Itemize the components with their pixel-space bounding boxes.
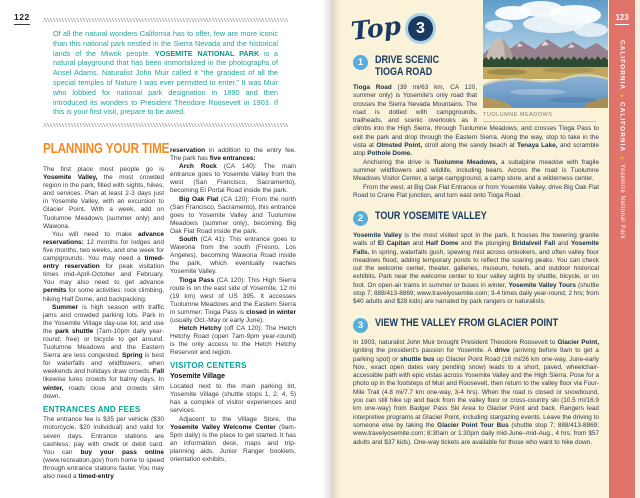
paragraph: [170, 277, 296, 326]
left-column-2: [170, 147, 296, 464]
text-run: and scramble atop: [353, 142, 600, 158]
diamond-separator-icon: ◆: [619, 155, 625, 162]
text-run: Summer: [52, 303, 79, 311]
text-run: The first place most people go is: [43, 166, 164, 173]
planning-your-time-heading: PLANNING YOUR TIME: [43, 140, 170, 157]
text-run: Anchoring the drive is: [363, 158, 434, 166]
yosemite-village-subheading: Yosemite Village: [170, 373, 225, 381]
page-number-left: 122: [14, 12, 30, 25]
text-run: (CA 120): This High Sierra route is on the east side of Yosemite, 12 mi (19 km) west of US 395. It accesses Tuolumne Meadows and the Eastern Sierra in summer; Tioga Pass is: [170, 276, 296, 316]
text-run: 12 months for lodges and five months, two weeks, and one week for campgrounds. You may need a: [43, 238, 164, 263]
page-number-right: 123: [615, 13, 629, 22]
text-run: (arriving before 9am to get a parking spot) or: [353, 347, 599, 363]
tab-chapter-label: CALIFORNIA: [618, 102, 626, 153]
text-run: In 1903, naturalist John Muir brought President Theodore Roosevelt to: [353, 339, 558, 346]
text-run: Glacier Point,: [557, 339, 599, 346]
text-run: Located next to the main parking lot, Yosemite Village (shuttle stops 1, 2, 4, 5) has a complex of visitor experiences and services.: [170, 383, 296, 415]
paragraph: [170, 416, 296, 465]
text-run: (9am-5pm daily) is the place to get started. It has an information desk, maps and trip-planning aids, Junior Ranger booklets, orientation exhibits,: [170, 423, 296, 463]
text-run: for some activities: rock climbing, hiking Half Dome, and backpacking.: [43, 287, 164, 303]
text-run: is high season with traffic jams and crowded parking lots. Park in the Yosemite Village day-use lot, and use the: [43, 303, 164, 335]
tab-section-label: Yosemite National Park: [619, 164, 625, 240]
paragraph: [43, 231, 164, 304]
visitor-centers-heading: VISITOR CENTERS: [170, 361, 247, 371]
text-run: park shuttle: [55, 327, 94, 335]
photo-wrap-spacer: [477, 84, 599, 124]
text-run: Yosemite Valley,: [43, 174, 98, 182]
item-3-title: VIEW THE VALLEY FROM GLACIER POINT: [375, 317, 559, 329]
text-run: Pothole Dome.: [367, 150, 412, 158]
item-1-header: [353, 54, 599, 78]
text-run: Tuolumne Meadows,: [433, 158, 498, 166]
diamond-separator-icon: ◆: [619, 93, 625, 100]
text-run: (usually Oct.-May or early June).: [170, 316, 264, 324]
chapter-side-tab: [609, 0, 635, 498]
text-run: in addition to the entry fee. The park has: [170, 147, 296, 163]
text-run: shuttle bus: [400, 355, 435, 363]
paragraph: [170, 325, 296, 357]
text-run: Fall: [152, 368, 164, 376]
text-run: permits: [43, 287, 67, 295]
text-run: igniting the president's passion for Yosemite. A: [353, 347, 495, 355]
item-2-body: [353, 232, 599, 307]
text-run: five entrances:: [209, 155, 256, 163]
text-run: and the plunging: [458, 240, 513, 248]
text-run: Yosemite Valley Welcome Center: [170, 423, 276, 431]
text-run: likewise lures crowds for balmy days. In: [43, 376, 164, 384]
paragraph: [353, 184, 599, 201]
intro-paragraph: [43, 22, 288, 123]
text-run: Yosemite Falls.: [353, 240, 599, 256]
paragraph: [43, 166, 164, 231]
text-run: closed in winter: [246, 308, 296, 316]
tab-state-label: CALIFORNIA: [618, 40, 626, 91]
paragraph: [170, 163, 296, 195]
item-2-title: TOUR YOSEMITE VALLEY: [375, 210, 487, 222]
item-2-number-badge: 2: [353, 211, 368, 226]
text-run: buy your pass online: [80, 448, 165, 456]
text-run: is the most visited spot in the park. It houses the towering granite walls of: [353, 232, 599, 248]
text-run: From the west, at Big Oak Flat Entrance or from Yosemite Valley, drive Big Oak Flat Road to Crane Flat junction, and turn east onto Tioga Road.: [353, 183, 599, 199]
paragraph: [170, 196, 296, 236]
text-run: Spring: [121, 352, 143, 360]
text-run: You will need to make: [52, 230, 138, 238]
top3-item-3: [353, 317, 599, 447]
paragraph: [353, 232, 599, 307]
text-run: (CA 41): This entrance goes to Wawona from the south (Fresno, Los Angeles), becoming Wawona Road inside the park, which eventually reaches Yosemite Valley.: [170, 236, 296, 276]
text-run: timed-entry: [78, 472, 114, 480]
hatch-border-bottom: [43, 123, 288, 127]
item-3-body: [353, 339, 599, 447]
text-run: (CA 140): The main entrance goes to Yosemite Valley from the west (San Francisco, Sacramento), becoming El Portal Road inside the park.: [170, 163, 297, 195]
paragraph: [353, 339, 599, 447]
text-run: timed-entry reservation: [43, 255, 164, 271]
top3-item-2: [353, 210, 599, 307]
paragraph: [43, 304, 164, 401]
item-1-number-badge: 1: [353, 55, 368, 70]
text-run: the most crowded region in the park, filled with sights, hikes, and services. Plan at least 2-3 days just in Yosemite Valley, with an excursion to Glacier Point. With a week, add on Tuolumne Meadows (summer only) and Wawona.: [43, 174, 165, 230]
text-run: (off CA 120): The Hetch Hetchy Road (open 7am-9pm year-round) is the only access to the Hetch Hetchy Reservoir and region.: [170, 325, 296, 357]
paragraph: [353, 159, 599, 184]
item-1-body: [353, 84, 599, 200]
top3-item-1: [353, 54, 599, 200]
top-script-label: Top: [349, 11, 403, 46]
intro-box: [43, 18, 288, 127]
hatch-border-top: [43, 18, 288, 22]
text-run: Hetch Hetchy: [179, 325, 222, 333]
text-run: (www.recreation.gov) from home to speed through entrance stations faster. You may also need a: [43, 456, 164, 480]
paragraph: [170, 383, 296, 415]
text-run: Tioga Pass: [179, 276, 215, 284]
text-run: Olmsted Point,: [376, 142, 423, 150]
text-run: Adjacent to the Village Store, the: [179, 415, 296, 423]
text-run: Of all the natural wonders California has to offer, few are more iconic than this national park nestled in the Sierra Nevada and the historical lands of the Miwok people.: [53, 29, 278, 58]
text-run: El Capitan: [377, 240, 410, 248]
text-run: YOSEMITE NATIONAL PARK: [154, 48, 260, 58]
paragraph: [43, 416, 164, 481]
item-3-header: [353, 317, 599, 333]
text-run: The entrance fee is $35 per vehicle ($30 motorcycle, $20 individual) and valid for seven days. Entrance stations are cashless; pay with credit or debit card. You can: [43, 416, 164, 456]
item-2-header: [353, 210, 599, 226]
text-run: is best for waterfalls and wildflowers, when weekends and holidays draw crowds.: [43, 352, 164, 376]
text-run: for peak visitation times mid-April-October and February. You may also need to get advance: [43, 263, 165, 287]
text-run: and: [555, 240, 572, 248]
side-tab-vertical-text: [609, 40, 635, 480]
text-run: (7am-10pm daily year-round; free) or bicycle to get around. Tuolumne Meadows and the Eastern Sierra are less congested.: [43, 327, 164, 360]
text-run: Arch Rock: [179, 163, 217, 171]
text-run: reservation: [170, 147, 206, 154]
text-run: Glacier Point Tour Bus: [437, 421, 509, 429]
page-edge: [635, 0, 640, 498]
text-run: Yosemite Valley Tours: [508, 281, 576, 289]
text-run: (shuttle stop 7; 888/413-8869; www.travelyosemite.com; 3-4 times daily year-round, 2 hrs; from $40 adults and $28 kids) are narrated by park rangers or naturalists.: [353, 281, 599, 306]
item-1-title: DRIVE SCENIC TIOGA ROAD: [375, 54, 440, 78]
text-run: advance reservations:: [43, 230, 164, 246]
text-run: drive: [494, 347, 510, 355]
paragraph: [170, 147, 296, 163]
page-number-rule: [615, 24, 629, 25]
text-run: Big Oak Flat: [179, 195, 219, 203]
text-run: South: [179, 236, 198, 244]
text-run: In spring, waterfalls gush, spewing mist across onlookers, and often valley floor meadows flood, adding temporary ponds to reflect the soaring peaks. You can check out the welcome center, theater, galleries, museum, hotels, and outdoor historical exhibits. Park near the welcome center to tour valley sights by shuttle, bicycle, or on foot. On open-air trams in summer or buses in winter,: [353, 248, 599, 289]
text-run: is a natural playground that has been immortalized in the photographs of Ansel Adams. Naturalist John Muir called it “the grandest of all the special temples of Nature I was ever permitted to enter.” It was Muir who lobbied for national park designation in 1890 and then introduced its wonders to President Theodore Roosevelt in 1903. If this is your first visit, prepare to be awed.: [53, 48, 278, 117]
text-run: (CA 120): From the north (San Francisco, Sacramento), this entrance goes to Yosemite Valley and Tuolumne Meadows (summer only), becoming Big Oak Flat Road inside the park.: [170, 195, 296, 235]
item-3-number-badge: 3: [353, 318, 368, 333]
text-run: Tioga Road: [353, 84, 392, 91]
text-run: (shuttle stop 7; 888/413-8869; www.travelyosemite.com; 8:30am or 1:30pm daily mid-June–mid-Aug., 4 hrs; from $57 adults and $37 kids). One-way tickets are available for those who want to hike down.: [353, 421, 599, 446]
text-run: winter,: [43, 384, 64, 392]
text-run: Tenaya Lake,: [517, 142, 558, 150]
text-run: (39 mi/63 km, CA 120, summer only) is Yosemite's only road that crosses the Sierra Nevada Mountains. The road is dotted with campgrounds, trailheads, and scenic overlooks as it climbs into the High Sierra, through Tuolumne Meadows, and crosses Tioga Pass to exit the park and drop through the Eastern Sierra. Along the way, stop to take in the vista at: [353, 84, 599, 150]
text-run: Bridalveil Fall: [512, 240, 556, 248]
text-run: up Glacier Point Road (16 mi/26 km one-way, June-early Nov., exact open dates vary pending snow) leads to a short, paved, wheelchair-accessible path with epic vistas across Yosemite Valley and the High Sierra. Pose for a photo op in the footsteps of Muir and Roosevelt, then return to the valley floor via Four-Mile Trail (4.8 mi/7.7 km one-way, 3-4 hrs). When the road is closed or snowbound, you can still hike up and back from the valley floor or cross-country ski (10.5 mi/16.9 km one-way) from Badger Pass Ski Area to Glacier Point and back. Rangers lead interpretive programs at Glacier Point, including stargazing events. Leave the driving to someone else by taking the: [353, 355, 599, 429]
text-run: roads close and crowds slim down.: [43, 384, 164, 400]
text-run: stroll along the sandy beach at: [422, 142, 518, 150]
top-3-count-badge: 3: [408, 16, 433, 41]
right-page: [331, 0, 640, 498]
top-3-header: [349, 11, 433, 46]
photo-caption: TUOLUMNE MEADOWS: [483, 112, 553, 118]
text-run: Yosemite Valley: [353, 232, 402, 239]
text-run: a subalpine meadow with fragile summer wildflowers and wildlife, including bears. Across the road is Tuolumne Meadows Visitor Center, a large campground, a camp store, and a wilderness center.: [353, 158, 600, 183]
paragraph: [170, 236, 296, 276]
left-column-1: [43, 166, 164, 481]
text-run: and: [409, 240, 426, 248]
entrances-and-fees-heading: ENTRANCES AND FEES: [43, 404, 141, 414]
text-run: Half Dome: [425, 240, 459, 248]
